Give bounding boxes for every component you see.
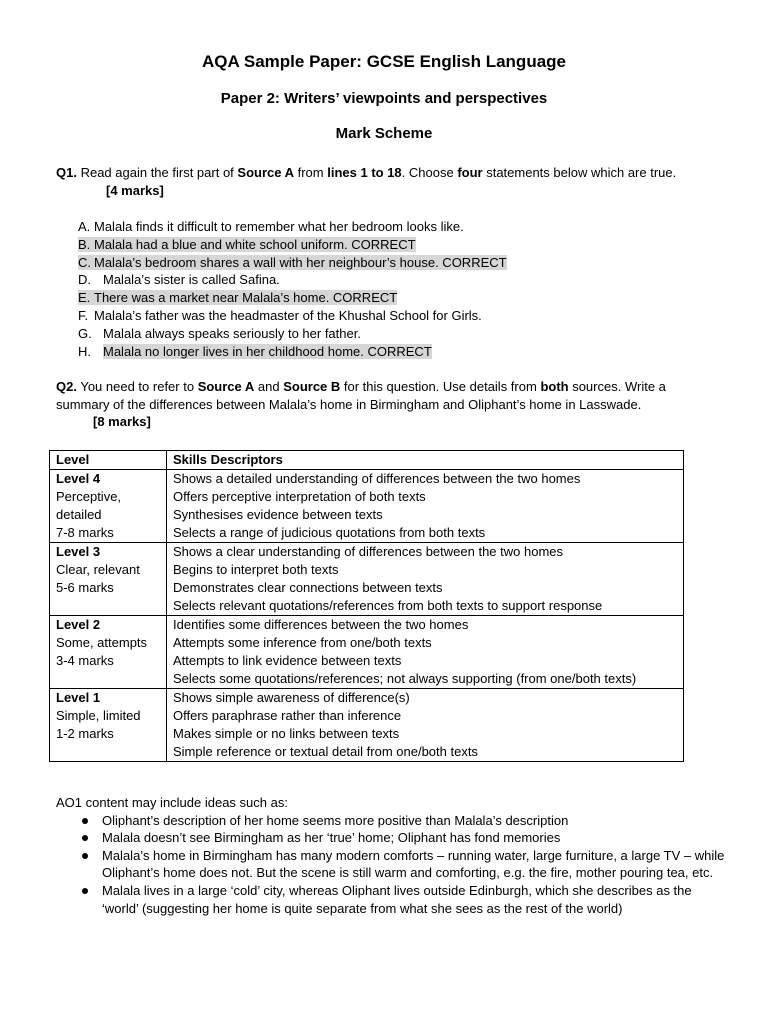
level-descriptor: detailed (56, 507, 102, 522)
skills-cell (167, 689, 684, 762)
ao1-intro: AO1 content may include ideas such as: (56, 795, 288, 810)
list-item: Malala doesn’t see Birmingham as her ‘true’ home; Oliphant has fond memories (102, 829, 726, 847)
q1-lines: lines 1 to 18 (327, 165, 402, 180)
skill-line: Selects some quotations/references; not always supporting (from one/both texts) (173, 671, 637, 686)
q1-text-a: Read again the first part of (76, 165, 238, 180)
q1-options-list (78, 218, 507, 360)
skill-line: Attempts to link evidence between texts (173, 653, 402, 668)
table-header-row (50, 451, 684, 470)
q1-source: Source A (237, 165, 294, 180)
q2-source-b: Source B (283, 379, 341, 394)
level-name: Level 4 (56, 471, 101, 486)
skill-line: Selects a range of judicious quotations from both texts (173, 525, 486, 540)
level-descriptor: Simple, limited (56, 708, 141, 723)
level-name: Level 2 (56, 617, 101, 632)
option-h (78, 343, 507, 361)
q2-number: Q2. (56, 379, 77, 394)
skill-line: Attempts some inference from one/both texts (173, 635, 432, 650)
level-name: Level 1 (56, 690, 101, 705)
skill-line: Offers paraphrase rather than inference (173, 708, 402, 723)
skill-line: Selects relevant quotations/references from both texts to support response (173, 598, 603, 613)
skill-line: Makes simple or no links between texts (173, 726, 400, 741)
skills-cell (167, 470, 684, 543)
option-e (78, 289, 507, 307)
q2-source-a: Source A (197, 379, 255, 394)
option-text: Malala had a blue and white school uniform. CORRECT (94, 236, 416, 252)
skill-line: Simple reference or textual detail from one/both texts (173, 744, 478, 759)
q2-text-a: You need to refer to (76, 379, 198, 394)
option-text: Malala’s bedroom shares a wall with her neighbour’s house. CORRECT (94, 254, 507, 270)
level-cell (50, 543, 167, 616)
skill-line: Identifies some differences between the two homes (173, 617, 469, 632)
question-1 (56, 164, 716, 199)
level-name: Level 3 (56, 544, 101, 559)
skill-line: Shows a clear understanding of differences between the two homes (173, 544, 563, 559)
option-letter: B. (78, 236, 91, 252)
level-column-header: Level (50, 451, 167, 470)
level-marks: 1-2 marks (56, 726, 114, 741)
list-item: Oliphant’s description of her home seems more positive than Malala’s description (102, 812, 726, 830)
option-g (78, 325, 507, 343)
skills-cell (167, 616, 684, 689)
level-descriptor: Perceptive, (56, 489, 122, 504)
option-letter: E. (78, 290, 91, 306)
skill-line: Begins to interpret both texts (173, 562, 339, 577)
level-marks: 5-6 marks (56, 580, 114, 595)
document-title: AQA Sample Paper: GCSE English Language (202, 52, 566, 71)
level-marks: 3-4 marks (56, 653, 114, 668)
skill-line: Shows simple awareness of difference(s) (173, 690, 410, 705)
q1-number: Q1. (56, 165, 77, 180)
paper-subtitle: Paper 2: Writers’ viewpoints and perspectives (220, 90, 548, 107)
option-text: Malala’s sister is called Safina. (103, 272, 280, 288)
level-cell (50, 616, 167, 689)
list-item: Malala lives in a large ‘cold’ city, whereas Oliphant lives outside Edinburgh, which she describes as the ‘world’ (suggesting her home is quite separate from what she sees as the rest of the world) (102, 882, 726, 917)
option-text: Malala always speaks seriously to her father. (103, 325, 361, 341)
q1-marks: [4 marks] (106, 182, 164, 198)
option-letter: A. (78, 219, 91, 234)
q2-text-b: and (254, 379, 284, 394)
level-cell (50, 689, 167, 762)
option-text: Malala’s father was the headmaster of the Khushal School for Girls. (94, 307, 482, 323)
level-marks: 7-8 marks (56, 525, 114, 540)
q1-text-c: . Choose (401, 165, 458, 180)
level-descriptor: Clear, relevant (56, 562, 140, 577)
q1-four: four (457, 165, 483, 180)
option-d (78, 271, 507, 289)
q2-text-c: for this question. Use details from (340, 379, 541, 394)
skills-column-header: Skills Descriptors (167, 451, 684, 470)
skill-line: Shows a detailed understanding of differences between the two homes (173, 471, 581, 486)
option-letter: D. (78, 272, 91, 288)
skills-cell (167, 543, 684, 616)
option-letter: G. (78, 325, 92, 341)
option-text: Malala no longer lives in her childhood home. CORRECT (103, 343, 432, 359)
ao1-content (56, 794, 726, 917)
option-c (78, 254, 507, 272)
skill-line: Offers perceptive interpretation of both texts (173, 489, 426, 504)
level-descriptor: Some, attempts (56, 635, 148, 650)
list-item: Malala’s home in Birmingham has many modern comforts – running water, large furniture, a large TV – while Oliphant’s home does not. But the scene is still warm and comforting, e.g. the fire, mother pouring tea, etc. (102, 847, 725, 881)
table-row (50, 470, 684, 543)
skill-line: Synthesises evidence between texts (173, 507, 383, 522)
ao1-bullet-list (56, 812, 726, 918)
option-f (78, 307, 507, 325)
mark-scheme-heading: Mark Scheme (335, 125, 433, 142)
option-letter: C. (78, 254, 91, 270)
q2-marks: [8 marks] (93, 414, 151, 430)
option-b (78, 236, 507, 254)
table-row (50, 543, 684, 616)
q1-text-b: from (294, 165, 328, 180)
table-row (50, 689, 684, 762)
option-letter: H. (78, 343, 91, 359)
skill-line: Demonstrates clear connections between texts (173, 580, 443, 595)
option-letter: F. (78, 307, 89, 323)
level-cell (50, 470, 167, 543)
table-row (50, 616, 684, 689)
q2-text-d: sources. Write a summary of the differences between Malala’s home in Birmingham and Oliphant’s home in Lasswade. (56, 379, 666, 412)
option-text: Malala finds it difficult to remember what her bedroom looks like. (94, 219, 464, 234)
skills-descriptors-table (49, 450, 684, 762)
option-text: There was a market near Malala’s home. CORRECT (94, 290, 398, 306)
question-2 (56, 378, 716, 431)
q2-both: both (540, 379, 569, 394)
option-a (78, 218, 507, 236)
q1-text-d: statements below which are true. (482, 165, 677, 180)
